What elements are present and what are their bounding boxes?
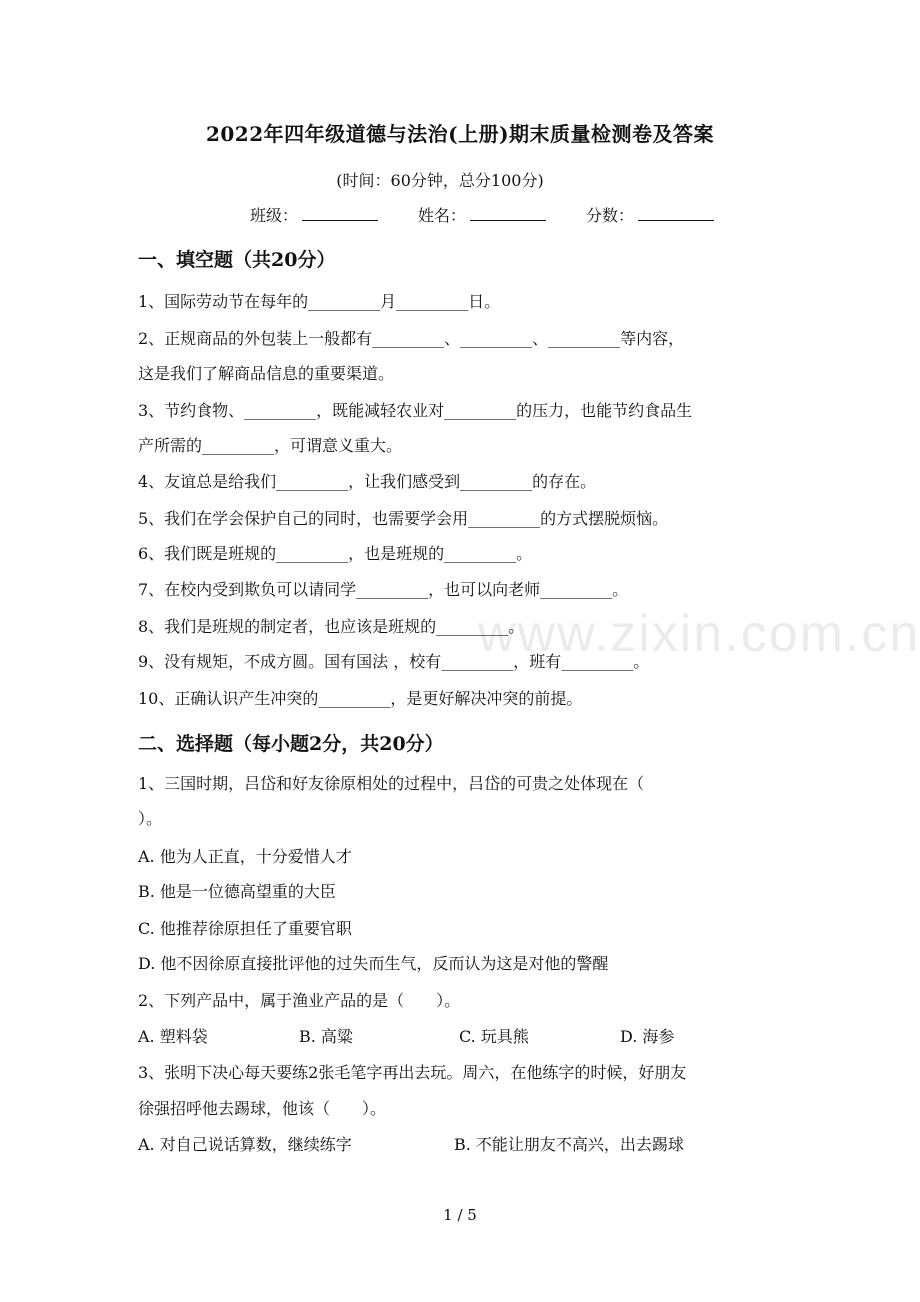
question-line: 这是我们了解商品信息的重要渠道。	[138, 364, 395, 383]
question-line: 6、我们既是班规的_________，也是班规的_________。	[138, 544, 533, 563]
option-d[interactable]: D. 海参	[620, 1027, 675, 1046]
score-field[interactable]	[586, 203, 714, 226]
question-line: 1、三国时期，吕岱和好友徐原相处的过程中，吕岱的可贵之处体现在（	[138, 774, 645, 793]
option-b[interactable]: B. 他是一位德高望重的大臣	[138, 882, 336, 901]
question-line: 5、我们在学会保护自己的同时，也需要学会用_________的方式摆脱烦恼。	[138, 509, 669, 528]
class-blank[interactable]	[302, 206, 378, 221]
question-line: 9、没有规矩，不成方圆。国有国法 ，校有_________，班有_________。	[138, 652, 650, 671]
question-line: 4、友谊总是给我们_________，让我们感受到_________的存在。	[138, 472, 597, 491]
page-number: 1 / 5	[443, 1206, 477, 1224]
question-line: 2、正规商品的外包装上一般都有_________、_________、_________等内容，	[138, 329, 685, 348]
option-c[interactable]: C. 他推荐徐原担任了重要官职	[138, 919, 352, 938]
question-line: 3、节约食物、_________，既能减轻农业对_________的压力，也能节约食品生	[138, 401, 693, 420]
score-blank[interactable]	[638, 206, 714, 221]
question-line: 10、正确认识产生冲突的_________，是更好解决冲突的前提。	[138, 689, 583, 708]
section-heading-fill-blank: 一、填空题（共20分）	[138, 249, 336, 271]
name-blank[interactable]	[470, 206, 546, 221]
question-line: 7、在校内受到欺负可以请同学_________，也可以向老师_________。	[138, 580, 629, 599]
exam-time-info: (时间：60分钟，总分100分)	[336, 171, 544, 190]
question-line: 2、下列产品中，属于渔业产品的是（ ）。	[138, 991, 461, 1010]
class-field[interactable]	[250, 203, 378, 226]
option-b[interactable]: B. 高粱	[299, 1027, 353, 1046]
name-label: 姓名：	[418, 206, 467, 225]
question-line: 1、国际劳动节在每年的_________月_________日。	[138, 292, 501, 311]
page-title: 2022年四年级道德与法治(上册)期末质量检测卷及答案	[205, 122, 715, 146]
class-label: 班级：	[250, 206, 299, 225]
question-line: 徐强招呼他去踢球，他该（ ）。	[138, 1099, 387, 1118]
option-a[interactable]: A. 对自己说话算数，继续练字	[138, 1135, 352, 1154]
option-b[interactable]: B. 不能让朋友不高兴，出去踢球	[454, 1135, 684, 1154]
watermark: www.zixin.com.cn	[478, 605, 920, 663]
option-a[interactable]: A. 塑料袋	[138, 1027, 208, 1046]
section-heading-multiple-choice: 二、选择题（每小题2分，共20分）	[138, 733, 444, 755]
question-line: 3、张明下决心每天要练2张毛笔字再出去玩。周六，在他练字的时候，好朋友	[138, 1063, 687, 1082]
score-label: 分数：	[586, 206, 635, 225]
question-line: 8、我们是班规的制定者，也应该是班规的_________。	[138, 617, 525, 636]
question-line: 产所需的_________，可谓意义重大。	[138, 436, 403, 455]
name-field[interactable]	[418, 203, 546, 226]
option-a[interactable]: A. 他为人正直，十分爱惜人才	[138, 847, 352, 866]
option-c[interactable]: C. 玩具熊	[459, 1027, 529, 1046]
option-d[interactable]: D. 他不因徐原直接批评他的过失而生气，反而认为这是对他的警醒	[138, 954, 609, 973]
question-line: ）。	[138, 809, 163, 828]
